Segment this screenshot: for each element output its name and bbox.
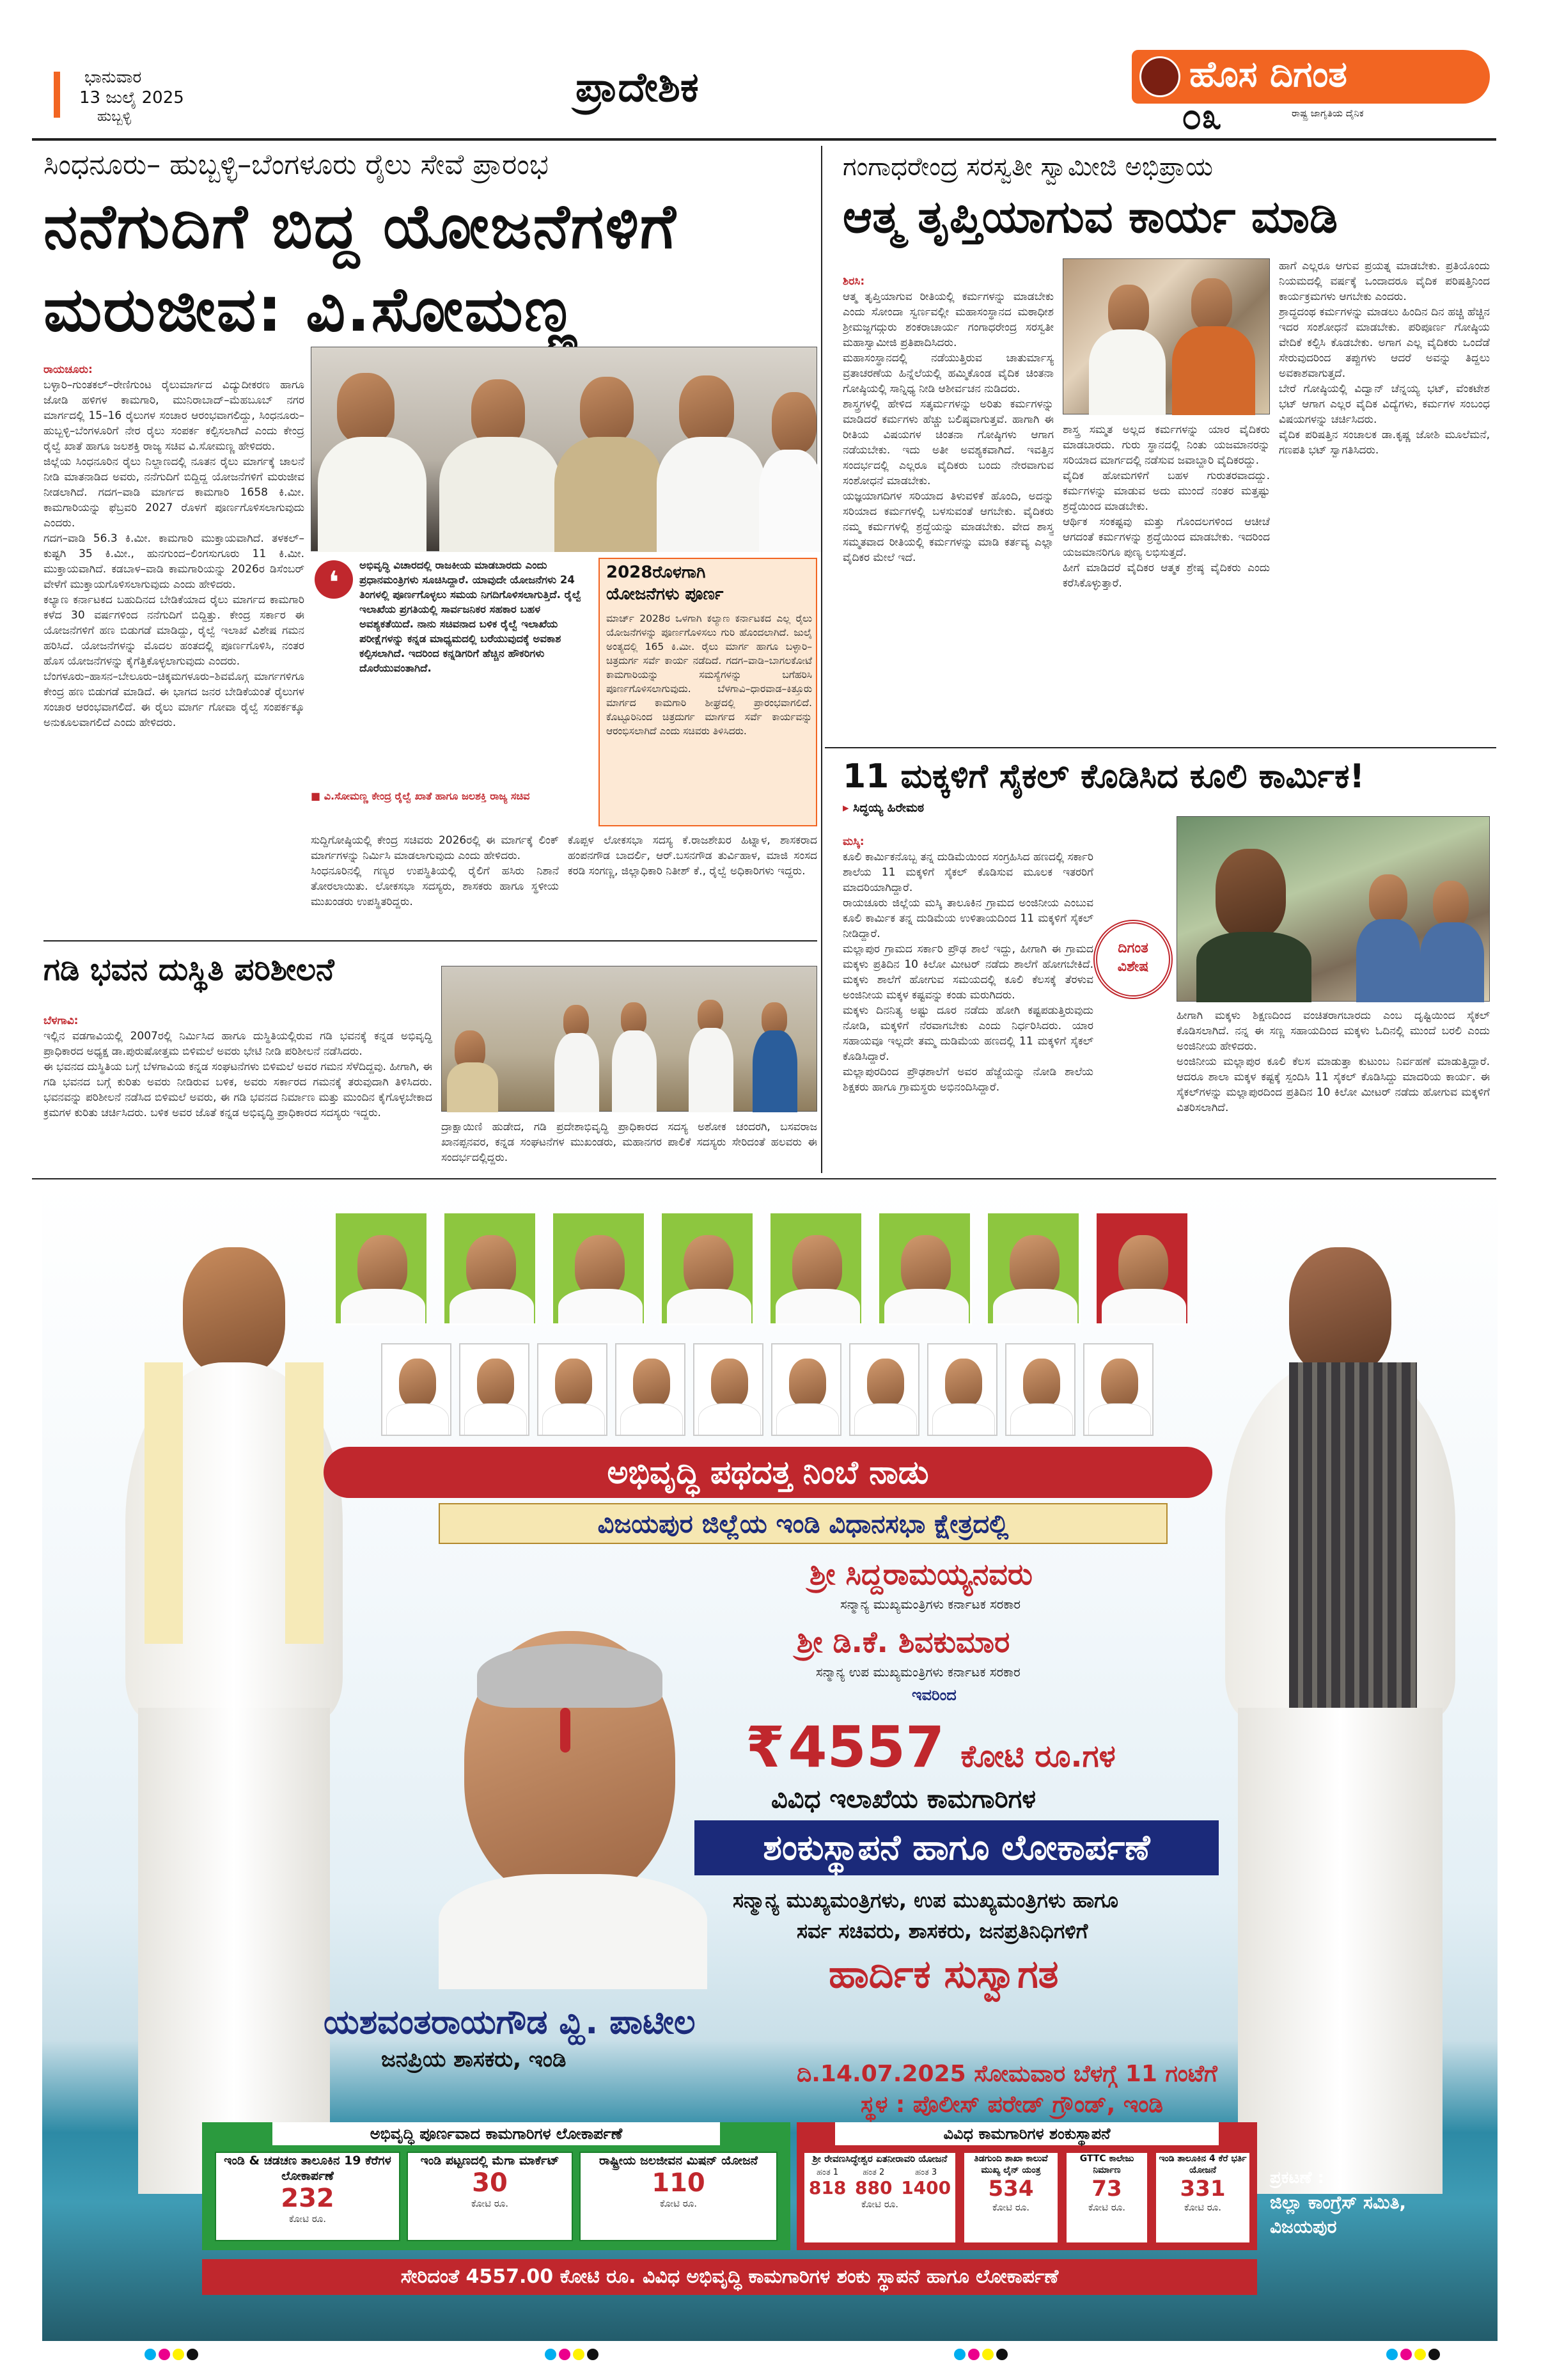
story-gadi-col1-text: ಇಲ್ಲಿನ ವಡಗಾವಿಯಲ್ಲಿ 2007ರಲ್ಲಿ ನಿರ್ಮಿಸಿದ ಹಾಗೂ ದುಸ್ಥಿತಿಯಲ್ಲಿರುವ ಗಡಿ ಭವನಕ್ಕೆ ಕನ್ನಡ ಅಭಿವೃದ್ಧಿ ಪ್ರಾಧಿಕಾರದ ಅಧ್ಯಕ್ಷ ಡಾ.ಪುರುಷೋತ್ತಮ ಬಿಳಿಮಲೆ ಅವರು ಭೇಟಿ ನೀಡಿ ಪರಿಶೀಲನೆ ನಡೆಸಿದರು. ಈ ಭವನದ ದುಸ್ಥಿತಿಯ ಬಗ್ಗೆ ಬೆಳಗಾವಿಯ ಕನ್ನಡ ಸಂಘಟನೆಗಳು ಬಿಳಿಮಲೆ ಅವರ ಗಮನ ಸೆಳೆದಿದ್ದವು. ಹೀಗಾಗಿ, ಈ ಗಡಿ ಭವನದ ಬಗ್ಗೆ ಕುರಿತು ಅವರು ನೀಡಿರುವ ಬಳಿಕ, ಅವರು ಸರ್ಕಾರದ ಗಮನಕ್ಕೆ ತರುವುದಾಗಿ ತಿಳಿಸಿದರು. ಭವನವನ್ನು ಪರಿಶೀಲನೆ ನಡೆಸಿದ ಬಿಳಿಮಲೆ ಅವರು, ಈ ಗಡಿ ಭವನದ ನಿರ್ಮಾಣ ಮತ್ತು ಮುಂದಿನ ಕೈಗೊಳ್ಳಬೇಕಾದ ಕ್ರಮಗಳ ಕುರಿತು ಚರ್ಚಿಸಿದರು. ಬಳಿಕ ಅವರ ಜೊತೆ ಕನ್ನಡ ಅಭಿವೃದ್ಧಿ ಪ್ರಾಧಿಕಾರದ ಸದಸ್ಯರು ಇದ್ದರು. [43,1030,432,1119]
ad-banner: ಶಂಕುಸ್ಥಾಪನೆ ಹಾಗೂ ಲೋಕಾರ್ಪಣೆ [763,1827,1150,1868]
minister-portrait-2 [459,1343,529,1436]
ad-found-item-3 [1065,2152,1148,2244]
ad-found-item-2-unit: ಕೋಟಿ ರೂ. [992,2202,1030,2213]
ad-inaug-section [202,2122,790,2250]
paper-logo-emblem [1139,56,1180,97]
story-gadi-col2: ದ್ರಾಕ್ಷಾಯಿಣಿ ಹುಡೇದ, ಗಡಿ ಪ್ರದೇಶಾಭಿವೃದ್ಧಿ ಪ್ರಾಧಿಕಾರದ ಸದಸ್ಯ ಅಶೋಕ ಚಂದರಗಿ, ಬಸವರಾಜ ಖಾನಪ್ಪನವರ, ಕನ್ನಡ ಸಂಘಟನೆಗಳ ಮುಖಂಡರು, ಮಹಾನಗರ ಪಾಲಿಕೆ ಸದಸ್ಯರು ಸೇರಿದಂತೆ ಹಲವರು ಈ ಸಂದರ್ಭದಲ್ಲಿದ್ದರು. [441,1121,817,1164]
phase-1-label: ಹಂತ 1 [817,2168,839,2177]
ad-top-rule [32,1178,1496,1179]
story-cycle [831,752,1496,1174]
ad-found-item-4-value: 331 [1180,2176,1226,2202]
ad-inaug-item-2 [407,2152,573,2241]
ad-found-item-2 [963,2152,1059,2244]
leader-portrait-1 [334,1211,428,1325]
story-railway-headline-1: ನನೆಗುದಿಗೆ ಬಿದ್ದ ಯೋಜನೆಗಳಿಗೆ [43,191,677,262]
ad-venue: ಸ್ಥಳ : ಪೊಲೀಸ್ ಪರೇಡ್ ಗ್ರೌಂಡ್, ಇಂಡಿ [861,2092,1163,2118]
ad-cm-title: ಸನ್ಮಾನ್ಯ ಮುಖ್ಯಮಂತ್ರಿಗಳು ಕರ್ನಾಟಕ ಸರಕಾರ [840,1596,1021,1612]
ad-mla-title: ಜನಪ್ರಿಯ ಶಾಸಕರು, ಇಂಡಿ [381,2047,567,2072]
minister-portrait-1 [381,1343,451,1436]
ad-publisher-label: ಪ್ರಕಟಣೆ : [1270,2168,1324,2187]
story-gadi-bhavana [43,945,817,1176]
ad-constituency-banner [439,1503,1168,1544]
ad-invite-1: ಸನ್ಮಾನ್ಯ ಮುಖ್ಯಮಂತ್ರಿಗಳು, ಉಪ ಮುಖ್ಯಮಂತ್ರಿಗಳು ಹಾಗೂ [733,1888,1118,1912]
ad-found-item-1-phases [804,2168,955,2198]
quote-text: ಅಭಿವೃದ್ಧಿ ವಿಚಾರದಲ್ಲಿ ರಾಜಕೀಯ ಮಾಡಬಾರದು ಎಂದು ಪ್ರಧಾನಮಂತ್ರಿಗಳು ಸೂಚಿಸಿದ್ದಾರೆ. ಯಾವುದೇ ಯೋಜನೆಗಳು 24 ತಿಂಗಳಲ್ಲಿ ಪೂರ್ಣಗೊಳ್ಳಲು ಸಮಯ ನಿಗದಿಗೊಳಿಸಲಾಗುತ್ತಿದೆ. ರೈಲ್ವೆ ಇಲಾಖೆಯ ಪ್ರಗತಿಯಲ್ಲಿ ಸಾರ್ವಜನಿಕರ ಸಹಕಾರ ಬಹಳ ಅವಶ್ಯಕತೆಯಿದೆ. ನಾನು ಸಚಿವನಾದ ಬಳಿಕ ರೈಲ್ವೆ ಇಲಾಖೆಯ ಪರೀಕ್ಷೆಗಳನ್ನು ಕನ್ನಡ ಮಾಧ್ಯಮದಲ್ಲಿ ಬರೆಯುವುದಕ್ಕೆ ಅವಕಾಶ ಕಲ್ಪಿಸಲಾಗಿದೆ. ಇದರಿಂದ ಕನ್ನಡಿಗರಿಗೆ ಹೆಚ್ಚಿನ ಹೌಕರಿಗಳು ದೊರೆಯುವಂತಾಗಿದೆ. [359,559,582,674]
story-cycle-col2: ಹೀಗಾಗಿ ಮಕ್ಕಳು ಶಿಕ್ಷಣದಿಂದ ವಂಚಿತರಾಗಬಾರದು ಎಂಬ ದೃಷ್ಟಿಯಿಂದ ಸೈಕಲ್ ಕೊಡಿಸಲಾಗಿದೆ. ನನ್ನ ಈ ಸಣ್ಣ ಸಹಾಯದಿಂದ ಮಕ್ಕಳು ಓದಿನಲ್ಲಿ ಮುಂದೆ ಬರಲಿ ಎಂದು ಅಂಜಿನೀಯ ಹೇಳಿದರು. ಅಂಜಿನೀಯ ಮಲ್ಲಾಪುರ ಕೂಲಿ ಕೆಲಸ ಮಾಡುತ್ತಾ ಕುಟುಂಬ ನಿರ್ವಹಣೆ ಮಾಡುತ್ತಿದ್ದಾರೆ. ಆದರೂ ಶಾಲಾ ಮಕ್ಕಳ ಕಷ್ಟಕ್ಕೆ ಸ್ಪಂದಿಸಿ 11 ಸೈಕಲ್ ಕೊಡಿಸಿದ್ದು ಮಾದರಿಯ ಕಾರ್ಯ. ಈ ಸೈಕಲ್‌ಗಳನ್ನು ಮಲ್ಲಾಪುರದಿಂದ ಪ್ರತಿದಿನ 10 ಕಿಲೋ ಮೀಟರ್ ನಡೆದು ಹೋಗುವ ಮಕ್ಕಳಿಗೆ ವಿತರಿಸಲಾಗಿದೆ. [1177,1009,1490,1114]
rupee-icon: ₹ [746,1714,785,1780]
ad-found-item-1-unit: ಕೋಟಿ ರೂ. [861,2198,899,2210]
digantha-special-badge [1093,920,1173,999]
story-railway-col2-lower: ಸುದ್ದಿಗೋಷ್ಠಿಯಲ್ಲಿ ಕೇಂದ್ರ ಸಚಿವರು 2026ರಲ್ಲಿ ಈ ಮಾರ್ಗಕ್ಕೆ ಲಿಂಕ್ ಮಾರ್ಗಗಳನ್ನು ನಿರ್ಮಿಸಿ ಮಾಡಲಾಗುವುದು ಎಂದು ಹೇಳಿದರು. ಸಿಂಧನೂರಿನಲ್ಲಿ ಗಣ್ಯರ ಉಪಸ್ಥಿತಿಯಲ್ಲಿ ರೈಲಿಗೆ ಹಸಿರು ನಿಶಾನೆ ತೋರಲಾಯಿತು. ಲೋಕಸಭಾ ಸದಸ್ಯರು, ಶಾಸಕರು ಹಾಗೂ ಸ್ಥಳೀಯ ಮುಖಂಡರು ಉಪಸ್ಥಿತರಿದ್ದರು. [311,834,559,908]
ad-amount-unit: ಕೋಟಿ ರೂ.ಗಳ [960,1738,1116,1774]
ad-inaug-header: ಅಭಿವೃದ್ಧಿ ಪೂರ್ಣವಾದ ಕಾಮಗಾರಿಗಳ ಲೋಕಾರ್ಪಣೆ [370,2125,623,2143]
story-gadi-dateline: ಬೆಳಗಾವಿ: [43,1014,79,1027]
masthead-marker [54,72,60,118]
minister-portrait-8 [927,1343,997,1436]
ad-panel [42,1183,1498,2341]
ad-inaug-header-box [272,2122,720,2145]
ad-slogan-banner [324,1447,1212,1498]
ad-publisher-line2: ವಿಜಯಪುರ [1270,2216,1337,2237]
ad-inaug-item-2-value: 30 [472,2168,508,2198]
quote-icon: ❛ [315,560,353,599]
ad-inaug-item-1 [215,2152,400,2241]
ad-dcm-name: ಶ್ರೀ ಡಿ.ಕೆ. ಶಿವಕುಮಾರ [797,1625,1010,1659]
phase-2 [855,2168,892,2198]
ad-inaug-item-3-title: ರಾಷ್ಟ್ರೀಯ ಜಲಜೀವನ ಮಿಷನ್ ಯೋಜನೆ [598,2154,758,2168]
story-swamiji-col1-text: ಆತ್ಮ ತೃಪ್ತಿಯಾಗುವ ರೀತಿಯಲ್ಲಿ ಕರ್ಮಗಳನ್ನು ಮಾಡಬೇಕು ಎಂದು ಸೋಂದಾ ಸ್ವರ್ಣವಲ್ಲೀ ಮಹಾಸಂಸ್ಥಾನದ ಮಠಾಧೀಶ ಶ್ರೀಮಜ್ಜಗದ್ಗುರು ಶಂಕರಾಚಾರ್ಯ ಗಂಗಾಧರೇಂದ್ರ ಸರಸ್ವತೀ ಮಹಾಸ್ವಾಮೀಜಿ ಪ್ರತಿಪಾದಿಸಿದರು. ಮಹಾಸಂಸ್ಥಾನದಲ್ಲಿ ನಡೆಯುತ್ತಿರುವ ಚಾತುರ್ಮಾಸ್ಯ ವ್ರತಾಚರಣೆಯ ಹಿನ್ನೆಲೆಯಲ್ಲಿ ಹಮ್ಮಿಕೊಂಡ ವೈದಿಕ ಚಿಂತನಾ ಗೋಷ್ಠಿಯಲ್ಲಿ ಸಾನ್ನಿಧ್ಯ ನೀಡಿ ಆಶೀರ್ವಚನ ನುಡಿದರು. ಶಾಸ್ತ್ರಗಳಲ್ಲಿ ಹೇಳಿದ ಸತ್ಕರ್ಮಗಳನ್ನು ಅರಿತು ಕರ್ಮಗಳನ್ನು ಮಾಡಿದರೆ ಕರ್ಮಗಳು ಹೆಚ್ಚು ಬಲಿಷ್ಠವಾಗುತ್ತವೆ. ಹಾಗಾಗಿ ಈ ರೀತಿಯ ವಿಷಯಗಳ ಚಿಂತನಾ ಗೋಷ್ಠಿಗಳು ಆಗಾಗ ನಡೆಯಬೇಕು. ಇದು ಅತೀ ಅವಶ್ಯಕವಾಗಿದೆ. ಇವತ್ತಿನ ಸಂದರ್ಭದಲ್ಲಿ ಎಲ್ಲರೂ ವೈದಿಕರು ಬಂದು ನೇರವಾಗುವ ಸಂಶೋಧನೆ ಮಾಡಬೇಕು. ಯಜ್ಞಯಾಗದಿಗಳ ಸರಿಯಾದ ತಿಳುವಳಿಕೆ ಹೊಂದಿ, ಅದನ್ನು ಸರಿಯಾದ ಕರ್ಮಗಳಲ್ಲಿ ಬಳಸುವಂತೆ ಆಗಬೇಕು. ವೈದಿಕರು ನಮ್ಮ ಕರ್ಮಗಳಲ್ಲಿ ಶ್ರದ್ಧೆಯನ್ನು ಮಾಡಬೇಕು. ವೇದ ಶಾಸ್ತ್ರ ಸಮ್ಮತವಾದ ರೀತಿಯಲ್ಲಿ ಕರ್ಮಗಳನ್ನು ಮಾಡಿ ಕರ್ತವ್ಯ ಎಲ್ಲಾ ವೈದಿಕರ ಮೇಲೆ ಇದೆ. [843,290,1054,564]
ad-constituency: ವಿಜಯಪುರ ಜಿಲ್ಲೆಯ ಇಂಡಿ ವಿಧಾನಸಭಾ ಕ್ಷೇತ್ರದಲ್ಲಿ [597,1509,1009,1539]
issue-date: 13 ಜುಲೈ 2025 [79,88,184,107]
story-railway-kicker: ಸಿಂಧನೂರು– ಹುಬ್ಬಳ್ಳಿ–ಬೆಂಗಳೂರು ರೈಲು ಸೇವೆ ಪ್ರಾರಂಭ [43,148,549,181]
ad-amount: 4557 [788,1714,945,1780]
minister-portrait-4 [615,1343,685,1436]
leader-portrait-8 [1095,1211,1189,1325]
side-box-title-2: ಯೋಜನೆಗಳು ಪೂರ್ಣ [606,585,724,604]
story-railway-headline-2: ಮರುಜೀವ: ವಿ.ಸೋಮಣ್ಣ [43,274,578,345]
minister-portrait-3 [537,1343,607,1436]
ad-found-header-box [835,2122,1219,2145]
phase-1-value: 818 [808,2177,847,2198]
ad-found-item-4-unit: ಕೋಟಿ ರೂ. [1184,2202,1222,2213]
ad-mla-name: ಯಶವಂತರಾಯಗೌಡ ವ್ಹಿ. ಪಾಟೀಲ [324,2003,696,2042]
story-cycle-headline: 11 ಮಕ್ಕಳಿಗೆ ಸೈಕಲ್ ಕೊಡಿಸಿದ ಕೂಲಿ ಕಾರ್ಮಿಕ! [843,757,1365,796]
story-swamiji-col2: ಶಾಸ್ತ್ರ ಸಮ್ಮತ ಅಲ್ಲದ ಕರ್ಮಗಳನ್ನು ಯಾರ ವೈದಿಕರು ಮಾಡಬಾರದು. ಗುರು ಸ್ಥಾನದಲ್ಲಿ ನಿಂತು ಯಜಮಾನರನ್ನು ಸರಿಯಾದ ಮಾರ್ಗದಲ್ಲಿ ನಡೆಸುವ ಜವಾಬ್ದಾರಿ ವೈದಿಕರದ್ದು. ವೈದಿಕ ಹೋಮಗಳಿಗೆ ಬಹಳ ಗುರುತರವಾದದ್ದು. ಕರ್ಮಗಳನ್ನು ಮಾಡುವ ಅದು ಮುಂದೆ ನಂತರ ಮತ್ತಷ್ಟು ಶ್ರದ್ಧೆಯಿಂದ ಮಾಡಬೇಕು. ಆರ್ಥಿಕ ಸಂಕಷ್ಟವು ಮತ್ತು ಗೊಂದಲಗಳಿಂದ ಆಚೀಚೆ ಆಗದಂತೆ ಕರ್ಮಗಳನ್ನು ಶ್ರದ್ಧೆಯಿಂದ ಮಾಡಬೇಕು. ಇದರಿಂದ ಯಜಮಾನರಿಗೂ ಪುಣ್ಯ ಲಭಿಸುತ್ತದೆ. ಹೀಗೆ ಮಾಡಿದರೆ ವೈದಿಕರ ಆತ್ಮಕ ಶ್ರೇಷ್ಠ ವೈದಿಕರು ಎಂದು ಕರೆಸಿಕೊಳ್ಳುತ್ತಾರೆ. [1063,423,1270,590]
issue-day: ಭಾನುವಾರ [84,68,142,87]
story-gadi-col1 [43,998,432,1170]
ad-found-section [797,2122,1257,2250]
quote-bullet-icon: ■ [311,790,324,802]
phase-2-label: ಹಂತ 2 [863,2168,885,2177]
story-gadi-headline: ಗಡಿ ಭವನ ದುಸ್ಥಿತಿ ಪರಿಶೀಲನೆ [43,952,334,988]
ad-inaug-item-1-title: ಇಂಡಿ & ಚಡಚಣ ತಾಲೂಕಿನ 19 ಕೆರೆಗಳ ಲೋಕಾರ್ಪಣೆ [224,2154,391,2183]
minister-portrait-10 [1083,1343,1154,1436]
side-box-text: ಮಾರ್ಚ್ 2028ರ ಒಳಗಾಗಿ ಕಲ್ಯಾಣ ಕರ್ನಾಟಕದ ಎಲ್ಲ ರೈಲು ಯೋಜನೆಗಳನ್ನು ಪೂರ್ಣಗೊಳಿಸಲು ಗುರಿ ಹೊಂದಲಾಗಿದೆ. ಜುಲೈ ಅಂತ್ಯದಲ್ಲಿ 165 ಕಿ.ಮೀ. ರೈಲು ಮಾರ್ಗ ಹಾಗೂ ಬಳ್ಳಾರಿ–ಚಿತ್ರದುರ್ಗ ಸರ್ವೆ ಕಾರ್ಯ ನಡೆದಿದೆ. ಗದಗ–ವಾಡಿ–ಬಾಗಲಕೋಟೆ ಕಾಮಗಾರಿಯನ್ನು ಸಮಸ್ಯೆಗಳನ್ನು ಬಗೆಹರಿಸಿ ಪೂರ್ಣಗೊಳಿಸಲಾಗುವುದು. ಬೆಳಗಾವಿ–ಧಾರವಾಡ–ಕಿತ್ತೂರು ಮಾರ್ಗದ ಕಾಮಗಾರಿ ಶೀಘ್ರದಲ್ಲಿ ಪ್ರಾರಂಭವಾಗಲಿದೆ. ಕೊಟ್ಟೂರಿನಿಂದ ಚಿತ್ರದುರ್ಗ ಮಾರ್ಗದ ಸರ್ವೆ ಕಾರ್ಯವನ್ನು ಆರಂಭಿಸಲಾಗಿದೆ ಎಂದು ಸಚಿವರು ತಿಳಿಸಿದರು. [606,613,812,737]
paper-tagline: ರಾಷ್ಟ್ರ ಜಾಗೃತಿಯ ದೈನಿಕ [1292,107,1364,119]
story-cycle-col1-text: ಕೂಲಿ ಕಾರ್ಮಿಕನೊಬ್ಬ ತನ್ನ ದುಡಿಮೆಯಿಂದ ಸಂಗ್ರಹಿಸಿದ ಹಣದಲ್ಲಿ ಸರ್ಕಾರಿ ಶಾಲೆಯ 11 ಮಕ್ಕಳಿಗೆ ಸೈಕಲ್ ಕೊಡಿಸುವ ಮೂಲಕ ಇತರರಿಗೆ ಮಾದರಿಯಾಗಿದ್ದಾರೆ. ರಾಯಚೂರು ಜಿಲ್ಲೆಯ ಮಸ್ಕಿ ತಾಲೂಕಿನ ಗ್ರಾಮದ ಅಂಜಿನೀಯ ಎಂಬುವ ಕೂಲಿ ಕಾರ್ಮಿಕ ತನ್ನ ದುಡಿಮೆಯ ಉಳಿತಾಯದಿಂದ 11 ಮಕ್ಕಳಿಗೆ ಸೈಕಲ್ ನೀಡಿದ್ದಾರೆ. ಮಲ್ಲಾಪುರ ಗ್ರಾಮದ ಸರ್ಕಾರಿ ಪ್ರೌಢ ಶಾಲೆ ಇದ್ದು, ಹೀಗಾಗಿ ಈ ಗ್ರಾಮದ ಮಕ್ಕಳು ಪ್ರತಿದಿನ 10 ಕಿಲೋ ಮೀಟರ್ ನಡೆದು ಶಾಲೆಗೆ ಹೋಗಬೇಕಿದೆ. ಮಕ್ಕಳು ಶಾಲೆಗೆ ಹೋಗುವ ಸಮಯದಲ್ಲಿ ಕೂಲಿ ಕೆಲಸಕ್ಕೆ ತೆರಳುವ ಅಂಜಿನೀಯ ಮಕ್ಕಳ ಕಷ್ಟವನ್ನು ಕಂಡು ಮರುಗಿದರು. ಮಕ್ಕಳು ದಿನನಿತ್ಯ ಅಷ್ಟು ದೂರ ನಡೆದು ಹೋಗಿ ಕಷ್ಟಪಡುತ್ತಿರುವುದು ನೋಡಿ, ಮಕ್ಕಳಿಗೆ ನೆರವಾಗಬೇಕು ಎಂದು ನಿರ್ಧರಿಸಿದರು. ಯಾರ ಸಹಾಯವೂ ಇಲ್ಲದೇ ತಮ್ಮ ದುಡಿಮೆಯ ಹಣದಲ್ಲಿ 11 ಮಕ್ಕಳಿಗೆ ಸೈಕಲ್ ಕೊಡಿಸಿದ್ದಾರೆ. ಮಲ್ಲಾಪುರದಿಂದ ಪ್ರೌಢಶಾಲೆಗೆ ಅವರ ಹೆಜ್ಜೆಯನ್ನು ನೋಡಿ ಶಾಲೆಯ ಶಿಕ್ಷಕರು ಹಾಗೂ ಗ್ರಾಮಸ್ಥರು ಅಭಿನಂದಿಸಿದ್ದಾರೆ. [843,851,1093,1094]
leader-portrait-5 [769,1211,863,1325]
minister-portrait-7 [849,1343,919,1436]
side-box-title-1: 2028ರೊಳಗಾಗಿ [606,563,706,582]
story-cycle-photo [1177,816,1490,1002]
leader-portrait-3 [551,1211,646,1325]
page-number: ೦೩ [1182,96,1222,138]
ad-cm-name: ಶ್ರೀ ಸಿದ್ದರಾಮಯ್ಯನವರು [810,1557,1033,1591]
phase-3 [901,2168,951,2198]
quote-attribution [311,789,592,803]
ad-figure-mla [439,1631,707,1989]
ad-inaug-item-2-unit: ಕೋಟಿ ರೂ. [471,2198,509,2209]
ad-dcm-title: ಸನ್ಮಾನ್ಯ ಉಪ ಮುಖ್ಯಮಂತ್ರಿಗಳು ಕರ್ನಾಟಕ ಸರಕಾರ [816,1664,1021,1680]
ad-publisher-line1: ಜಿಲ್ಲಾ ಕಾಂಗ್ರೆಸ್ ಸಮಿತಿ, [1270,2192,1407,2213]
story-swamiji-photo [1063,258,1270,414]
story-railway-photo [311,347,817,551]
story-cycle-byline-text: ಸಿದ್ಧಯ್ಯ ಹಿರೇಮಠ [853,801,925,815]
ad-found-item-3-value: 73 [1091,2176,1122,2202]
ad-inaug-item-2-title: ಇಂಡಿ ಪಟ್ಟಣದಲ್ಲಿ ಮೆಗಾ ಮಾರ್ಕೆಟ್ [420,2154,559,2168]
story-swamiji-dateline: ಶಿರಸಿ: [843,275,865,288]
ad-found-item-2-title: ತಿಡಗುಂದಿ ಶಾಖಾ ಕಾಲುವೆ ಮುಖ್ಯ ಲೈನ್ ಯಂತ್ರ [974,2154,1048,2175]
issue-city: ಹುಬ್ಬಳ್ಳಿ [97,109,132,125]
story-swamiji-headline: ಆತ್ಮ ತೃಪ್ತಿಯಾಗುವ ಕಾರ್ಯ ಮಾಡಿ [843,191,1338,243]
ad-found-item-3-unit: ಕೋಟಿ ರೂ. [1088,2202,1126,2213]
ad-found-item-1-title: ಶ್ರೀ ರೇವಣಸಿದ್ಧೇಶ್ವರ ಏತನೀರಾವರಿ ಯೋಜನೆ [812,2153,948,2164]
story-swamiji-col1 [843,258,1054,747]
phase-3-value: 1400 [901,2177,951,2198]
story-railway-dateline: ರಾಯಚೂರು: [43,363,93,376]
ad-by: ಇವರಿಂದ [912,1686,957,1704]
ad-banner-bar [694,1820,1219,1875]
phase-2-value: 880 [855,2177,893,2198]
leader-portrait-2 [442,1211,537,1325]
ad-works: ವಿವಿಧ ಇಲಾಖೆಯ ಕಾಮಗಾರಿಗಳ [771,1785,1036,1814]
leader-portrait-7 [986,1211,1081,1325]
section-title: ಪ್ರಾದೇಶಿಕ [575,64,699,111]
column-divider [821,146,822,1173]
story-divider-left [43,940,817,942]
ad-inaug-item-1-value: 232 [281,2184,334,2213]
ad-footer-bar [202,2259,1257,2295]
badge-line1: ದಿಗಂತ [1118,940,1148,956]
ad-found-item-2-value: 534 [988,2176,1034,2202]
story-railway [43,146,817,933]
masthead-rule [32,138,1496,141]
story-railway-col3-lower: ಕೊಪ್ಪಳ ಲೋಕಸಭಾ ಸದಸ್ಯ ಕೆ.ರಾಜಶೇಖರ ಹಿಟ್ನಾಳ, ಶಾಸಕರಾದ ಹಂಪನಗೌಡ ಬಾದರ್ಲಿ, ಆರ್.ಬಸನಗೌಡ ತುರ್ವಿಹಾಳ, ಮಾಜಿ ಸಂಸದ ಕರಡಿ ಸಂಗಣ್ಣ, ಜಿಲ್ಲಾಧಿಕಾರಿ ನಿತೀಶ್ ಕೆ., ರೈಲ್ವೆ ಅಧಿಕಾರಿಗಳು ಇದ್ದರು. [568,834,817,878]
story-swamiji [831,146,1496,734]
phase-1 [809,2168,846,2198]
ad-found-header: ವಿವಿಧ ಕಾಮಗಾರಿಗಳ ಶಂಕುಸ್ಥಾಪನೆ [943,2125,1111,2143]
ad-date: ದಿ.14.07.2025 ಸೋಮವಾರ ಬೆಳಗ್ಗೆ 11 ಗಂಟೆಗೆ [797,2061,1217,2087]
leader-portrait-4 [660,1211,755,1325]
story-railway-col1-text: ಬಳ್ಳಾರಿ–ಗುಂತಕಲ್–ರೇಣಿಗುಂಟ ರೈಲುಮಾರ್ಗದ ವಿದ್ಯುದೀಕರಣ ಹಾಗೂ ಜೋಡಿ ಹಳಿಗಳ ಕಾಮಗಾರಿ, ಮುನಿರಾಬಾದ್–ಮೆಹಬೂಬ್ ನಗರ ಮಾರ್ಗದಲ್ಲಿ 15–16 ರೈಲುಗಳ ಸಂಚಾರ ಆರಂಭವಾಗಲಿದ್ದು, ಸಿಂಧನೂರು–ಹುಬ್ಬಳ್ಳಿ–ಬೆಂಗಳೂರಿಗೆ ನೇರ ರೈಲು ಸಂಪರ್ಕ ಕಲ್ಪಿಸಲಾಗಿದೆ ಎಂದು ಕೇಂದ್ರ ರೈಲ್ವೆ ಖಾತೆ ಹಾಗೂ ಜಲಶಕ್ತಿ ರಾಜ್ಯ ಸಚಿವ ವಿ.ಸೋಮಣ್ಣ ಹೇಳಿದರು. ಜಿಲ್ಲೆಯ ಸಿಂಧನೂರಿನ ರೈಲು ನಿಲ್ದಾಣದಲ್ಲಿ ನೂತನ ರೈಲು ಮಾರ್ಗಕ್ಕೆ ಚಾಲನೆ ನೀಡಿ ಮಾತನಾಡಿದ ಅವರು, ನನೆಗುದಿಗೆ ಬಿದ್ದಿದ್ದ ಯೋಜನೆಗಳಿಗೆ ಮರುಜೀವ ನೀಡಲಾಗಿದೆ. ಗದಗ–ವಾಡಿ ಮಾರ್ಗದ ಕಾಮಗಾರಿ 1658 ಕಿ.ಮೀ. ಕಾಮಗಾರಿಯನ್ನು ಫೆಬ್ರವರಿ 2027 ರೊಳಗೆ ಪೂರ್ಣಗೊಳಿಸಲಾಗುವುದು ಎಂದರು. ಗದಗ–ವಾಡಿ 56.3 ಕಿ.ಮೀ. ಕಾಮಗಾರಿ ಮುಕ್ತಾಯವಾಗಿದೆ. ತಳಕಲ್–ಕುಷ್ಟಗಿ 35 ಕಿ.ಮೀ., ಹುನಗುಂದ–ಲಿಂಗಸುಗೂರು 11 ಕಿ.ಮೀ. ಮುಕ್ತಾಯವಾಗಿದೆ. ಕಡಬಾಳ–ವಾಡಿ ಕಾಮಗಾರಿಯನ್ನು 2026ರ ಡಿಸೆಂಬರ್ ವೇಳೆಗೆ ಮುಕ್ತಾಯಗೊಳಿಸಲಾಗುವುದು ಎಂದು ಹೇಳಿದರು. ಕಲ್ಯಾಣ ಕರ್ನಾಟಕದ ಬಹುದಿನದ ಬೇಡಿಕೆಯಾದ ರೈಲು ಮಾರ್ಗದ ಕಾಮಗಾರಿ ಕಳೆದ 30 ವರ್ಷಗಳಿಂದ ನನೆಗುದಿಗೆ ಬಿದ್ದಿತ್ತು. ಕೇಂದ್ರ ಸರ್ಕಾರ ಈ ಯೋಜನೆಗಳಿಗೆ ಹಣ ಬಿಡುಗಡೆ ಮಾಡಿದ್ದು, ರೈಲ್ವೆ ಇಲಾಖೆ ವಿಶೇಷ ಗಮನ ಹರಿಸಿದೆ. ಯೋಜನೆಗಳನ್ನು ಮೊದಲ ಹಂತದಲ್ಲಿ ಪೂರ್ಣಗೊಳಿಸಿ, ನಂತರ ಹೊಸ ಯೋಜನೆಗಳನ್ನು ಕೈಗೆತ್ತಿಕೊಳ್ಳಲಾಗುವುದು ಎಂದರು. ಬೆಂಗಳೂರು–ಹಾಸನ–ಬೇಲೂರು–ಚಿಕ್ಕಮಗಳೂರು–ಶಿವಮೊಗ್ಗ ಮಾರ್ಗಗಳಿಗೂ ಕೇಂದ್ರ ಹಣ ಬಿಡುಗಡೆ ಮಾಡಿದೆ. ಈ ಭಾಗದ ಜನರ ಬೇಡಿಕೆಯಂತೆ ರೈಲುಗಳ ಸಂಚಾರ ಆರಂಭವಾಗಲಿದೆ. ಈ ರೈಲು ಮಾರ್ಗ ಗೋವಾ ರೈಲ್ವೆ ಸಂಪರ್ಕಕ್ಕೂ ಅನುಕೂಲವಾಗಲಿದೆ ಎಂದು ಹೇಳಿದರು. [43,379,304,729]
side-box [598,558,817,826]
story-gadi-photo [441,966,817,1112]
ad-inaug-item-3-unit: ಕೋಟಿ ರೂ. [659,2198,698,2209]
ad-found-item-1 [803,2152,957,2244]
badge-line2: ವಿಶೇಷ [1117,959,1149,975]
story-railway-col1 [43,347,304,922]
ad-inaug-item-3-value: 110 [652,2168,705,2198]
ad-publisher [1270,2168,1481,2238]
phase-3-label: ಹಂತ 3 [915,2168,937,2177]
ad-slogan: ಅಭಿವೃದ್ಧಿ ಪಥದತ್ತ ನಿಂಬೆ ನಾಡು [607,1454,929,1491]
story-cycle-byline [843,801,924,815]
minister-portrait-5 [693,1343,763,1436]
story-cycle-dateline: ಮಸ್ಕಿ: [843,835,864,848]
story-swamiji-kicker: ಗಂಗಾಧರೇಂದ್ರ ಸರಸ್ವತೀ ಸ್ವಾಮೀಜಿ ಅಭಿಪ್ರಾಯ [843,152,1213,182]
ad-welcome: ಹಾರ್ದಿಕ ಸುಸ್ವಾಗತ [829,1952,1059,1997]
byline-bullet-icon: ▸ [843,801,854,815]
ad-found-item-4-title: ಇಂಡಿ ತಾಲೂಕಿನ 4 ಕೆರೆ ಭರ್ತಿ ಯೋಜನೆ [1159,2154,1247,2175]
minister-portrait-6 [771,1343,841,1436]
ad-invite-2: ಸರ್ವ ಸಚಿವರು, ಶಾಸಕರು, ಜನಪ್ರತಿನಿಧಿಗಳಿಗೆ [797,1919,1088,1943]
ad-found-item-3-title: GTTC ಕಾಲೇಜು ನಿರ್ಮಾಣ [1079,2154,1134,2175]
ad-inaug-item-3 [579,2152,778,2241]
leader-portrait-6 [877,1211,972,1325]
story-divider-right [825,747,1496,748]
story-swamiji-col3: ಹಾಗೆ ಎಲ್ಲರೂ ಆಗುವ ಪ್ರಯತ್ನ ಮಾಡಬೇಕು. ಪ್ರತಿಯೊಂದು ನಿಯಮದಲ್ಲಿ ವರ್ಷಕ್ಕೆ ಒಂದಾದರೂ ವೈದಿಕ ಪರಿಷತ್ತಿನಿಂದ ಕಾರ್ಯಕ್ರಮಗಳು ಆಗಬೇಕು ಎಂದರು. ಶ್ರಾದ್ಧದಂಥ ಕರ್ಮಗಳನ್ನು ಮಾಡಲು ಹಿಂದಿನ ದಿನ ಹಚ್ಚಿ ಹೆಚ್ಚಿನ ಇದರ ಸಂಶೋಧನೆ ಮಾಡಬೇಕು. ಪರಿಪೂರ್ಣ ಗೋಷ್ಠಿಯ ವೇದಿಕೆ ಕಲ್ಪಿಸಿ ಕೊಡಬೇಕು. ಅಗಾಗ ಎಲ್ಲ ವೈದಿಕರು ಒಂದೆಡೆ ಸೇರುವುದರಿಂದ ತಪ್ಪುಗಳು ಆದರೆ ಅವನ್ನು ತಿದ್ದಲು ಅವಕಾಶವಾಗುತ್ತದೆ. ಬೇರೆ ಗೋಷ್ಠಿಯಲ್ಲಿ ವಿದ್ವಾನ್ ಚೆನ್ನಯ್ಯ ಭಟ್, ವೆಂಕಟೇಶ ಭಟ್ ಆಗಾಗ ಎಲ್ಲರ ವೈದಿಕ ವಿದ್ಯೆಗಳು, ಕರ್ಮಗಳ ಸಂಬಂಧ ವಿಷಯಗಳನ್ನು ಚರ್ಚಿಸಿದರು. ವೈದಿಕ ಪರಿಷತ್ತಿನ ಸಂಚಾಲಕ ಡಾ.ಕೃಷ್ಣ ಜೋಶಿ ಮೂಲೆಮನೆ, ಗಣಪತಿ ಭಟ್ ಸ್ವಾಗತಿಸಿದರು. [1279,260,1490,457]
ad-inaug-item-1-unit: ಕೋಟಿ ರೂ. [288,2213,327,2225]
ad-amount-line [746,1714,1116,1778]
quote-box [311,558,592,826]
ad-figure-dcm [1193,1247,1475,2187]
quote-attribution-text: ವಿ.ಸೋಮಣ್ಣ ಕೇಂದ್ರ ರೈಲ್ವೆ ಖಾತೆ ಹಾಗೂ ಜಲಶಕ್ತಿ ರಾಜ್ಯ ಸಚಿವ [324,790,530,802]
ad-footer: ಸೇರಿದಂತೆ 4557.00 ಕೋಟಿ ರೂ. ವಿವಿಧ ಅಭಿವೃದ್ಧಿ ಕಾಮಗಾರಿಗಳ ಶಂಕು ಸ್ಥಾಪನೆ ಹಾಗೂ ಲೋಕಾರ್ಪಣೆ [400,2266,1059,2288]
minister-portrait-9 [1005,1343,1076,1436]
story-cycle-col1 [843,819,1093,1164]
paper-name: ಹೊಸ ದಿಗಂತ [1189,54,1347,95]
ad-found-item-4 [1155,2152,1251,2244]
ad-figure-cm [100,1247,368,2187]
